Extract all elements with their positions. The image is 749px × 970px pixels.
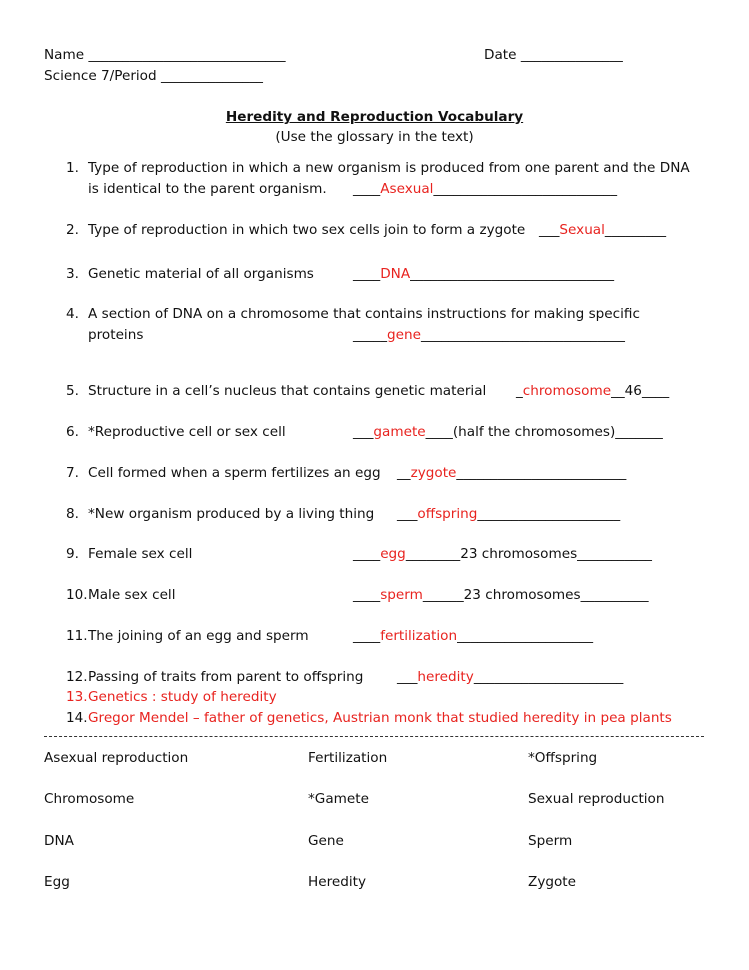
answer: zygote: [410, 465, 457, 481]
name-field: [44, 46, 286, 64]
question-number: 1.: [66, 160, 79, 176]
question-text-cont: proteins: [88, 327, 144, 343]
question-text-cont: is identical to the parent organism.: [88, 181, 327, 197]
question-text: Type of reproduction in which two sex cells join to form a zygote: [88, 222, 526, 238]
answer-blank: ____DNA______________________________: [353, 266, 615, 282]
page-title: Heredity and Reproduction Vocabulary: [225, 109, 524, 125]
question-number: 3.: [66, 266, 79, 282]
answer: Sexual: [559, 222, 605, 238]
answer: DNA: [380, 266, 411, 282]
answer: gene: [386, 327, 421, 343]
question-text: Male sex cell: [88, 587, 176, 603]
question-text: A section of DNA on a chromosome that contains instructions for making specific: [88, 306, 640, 322]
question-number: 5.: [66, 383, 79, 399]
word-bank-term: Asexual reproduction: [44, 750, 189, 766]
question-text: Cell formed when a sperm fertilizes an egg: [88, 465, 381, 481]
question-text: *Reproductive cell or sex cell: [88, 424, 286, 440]
word-bank-term: *Offspring: [528, 750, 598, 766]
question-text: Genetic material of all organisms: [88, 266, 314, 282]
word-bank-term: DNA: [44, 833, 74, 849]
question-number: 11.: [66, 628, 88, 644]
answer-blank: ____egg________23 chromosomes___________: [353, 546, 652, 562]
class-blank: _______________: [160, 68, 263, 84]
question-text: *New organism produced by a living thing: [88, 506, 375, 522]
question-number: 8.: [66, 506, 79, 522]
word-bank-term: Egg: [44, 874, 70, 890]
date-label: Date: [484, 47, 517, 63]
answer: gamete: [373, 424, 426, 440]
class-period-field: [44, 67, 263, 85]
question-number: 14.: [66, 710, 88, 726]
word-bank-term: Sperm: [528, 833, 573, 849]
answer: sperm: [380, 587, 423, 603]
name-blank: _____________________________: [88, 47, 286, 63]
answer-blank: ____sperm______23 chromosomes__________: [353, 587, 649, 603]
question-number: 10.: [66, 587, 88, 603]
question-number: 4.: [66, 306, 79, 322]
answer: chromosome: [522, 383, 612, 399]
answer-blank: _____gene______________________________: [353, 327, 625, 343]
word-bank-term: Gene: [308, 833, 344, 849]
class-label: Science 7/Period: [44, 68, 157, 84]
question-number: 6.: [66, 424, 79, 440]
question-text: Genetics : study of heredity: [88, 689, 277, 705]
question-text: Female sex cell: [88, 546, 193, 562]
question-text: Structure in a cell’s nucleus that contains genetic material: [88, 383, 487, 399]
question-text: Passing of traits from parent to offspring: [88, 669, 364, 685]
answer-blank: ___offspring_____________________: [397, 506, 621, 522]
answer-blank: ___gamete____(half the chromosomes)_______: [353, 424, 663, 440]
dashed-divider: [44, 736, 704, 737]
word-bank-term: Heredity: [308, 874, 367, 890]
answer-blank: __zygote_________________________: [397, 465, 627, 481]
question-number: 12.: [66, 669, 88, 685]
question-number: 13.: [66, 689, 88, 705]
question-text: Type of reproduction in which a new organism is produced from one parent and the DNA: [88, 160, 690, 176]
question-number: 9.: [66, 546, 79, 562]
answer: heredity: [417, 669, 474, 685]
answer-blank: ___heredity______________________: [397, 669, 624, 685]
word-bank-term: Fertilization: [308, 750, 388, 766]
answer: fertilization: [380, 628, 458, 644]
answer: egg: [380, 546, 406, 562]
date-field: [484, 46, 623, 64]
answer-blank: ___Sexual_________: [539, 222, 667, 238]
word-bank-term: Zygote: [528, 874, 576, 890]
word-bank-term: Sexual reproduction: [528, 791, 665, 807]
word-bank-term: *Gamete: [308, 791, 369, 807]
answer-blank: _chromosome__46____: [516, 383, 670, 399]
answer-blank: ____fertilization____________________: [353, 628, 594, 644]
name-label: Name: [44, 47, 85, 63]
answer: offspring: [417, 506, 478, 522]
question-number: 2.: [66, 222, 79, 238]
page-subtitle: (Use the glossary in the text): [275, 129, 474, 145]
date-blank: _______________: [520, 47, 623, 63]
question-text: Gregor Mendel – father of genetics, Austrian monk that studied heredity in pea plants: [88, 710, 672, 726]
answer-blank: ____Asexual___________________________: [353, 181, 617, 197]
question-text: The joining of an egg and sperm: [88, 628, 309, 644]
word-bank-term: Chromosome: [44, 791, 135, 807]
question-number: 7.: [66, 465, 79, 481]
answer: Asexual: [380, 181, 434, 197]
